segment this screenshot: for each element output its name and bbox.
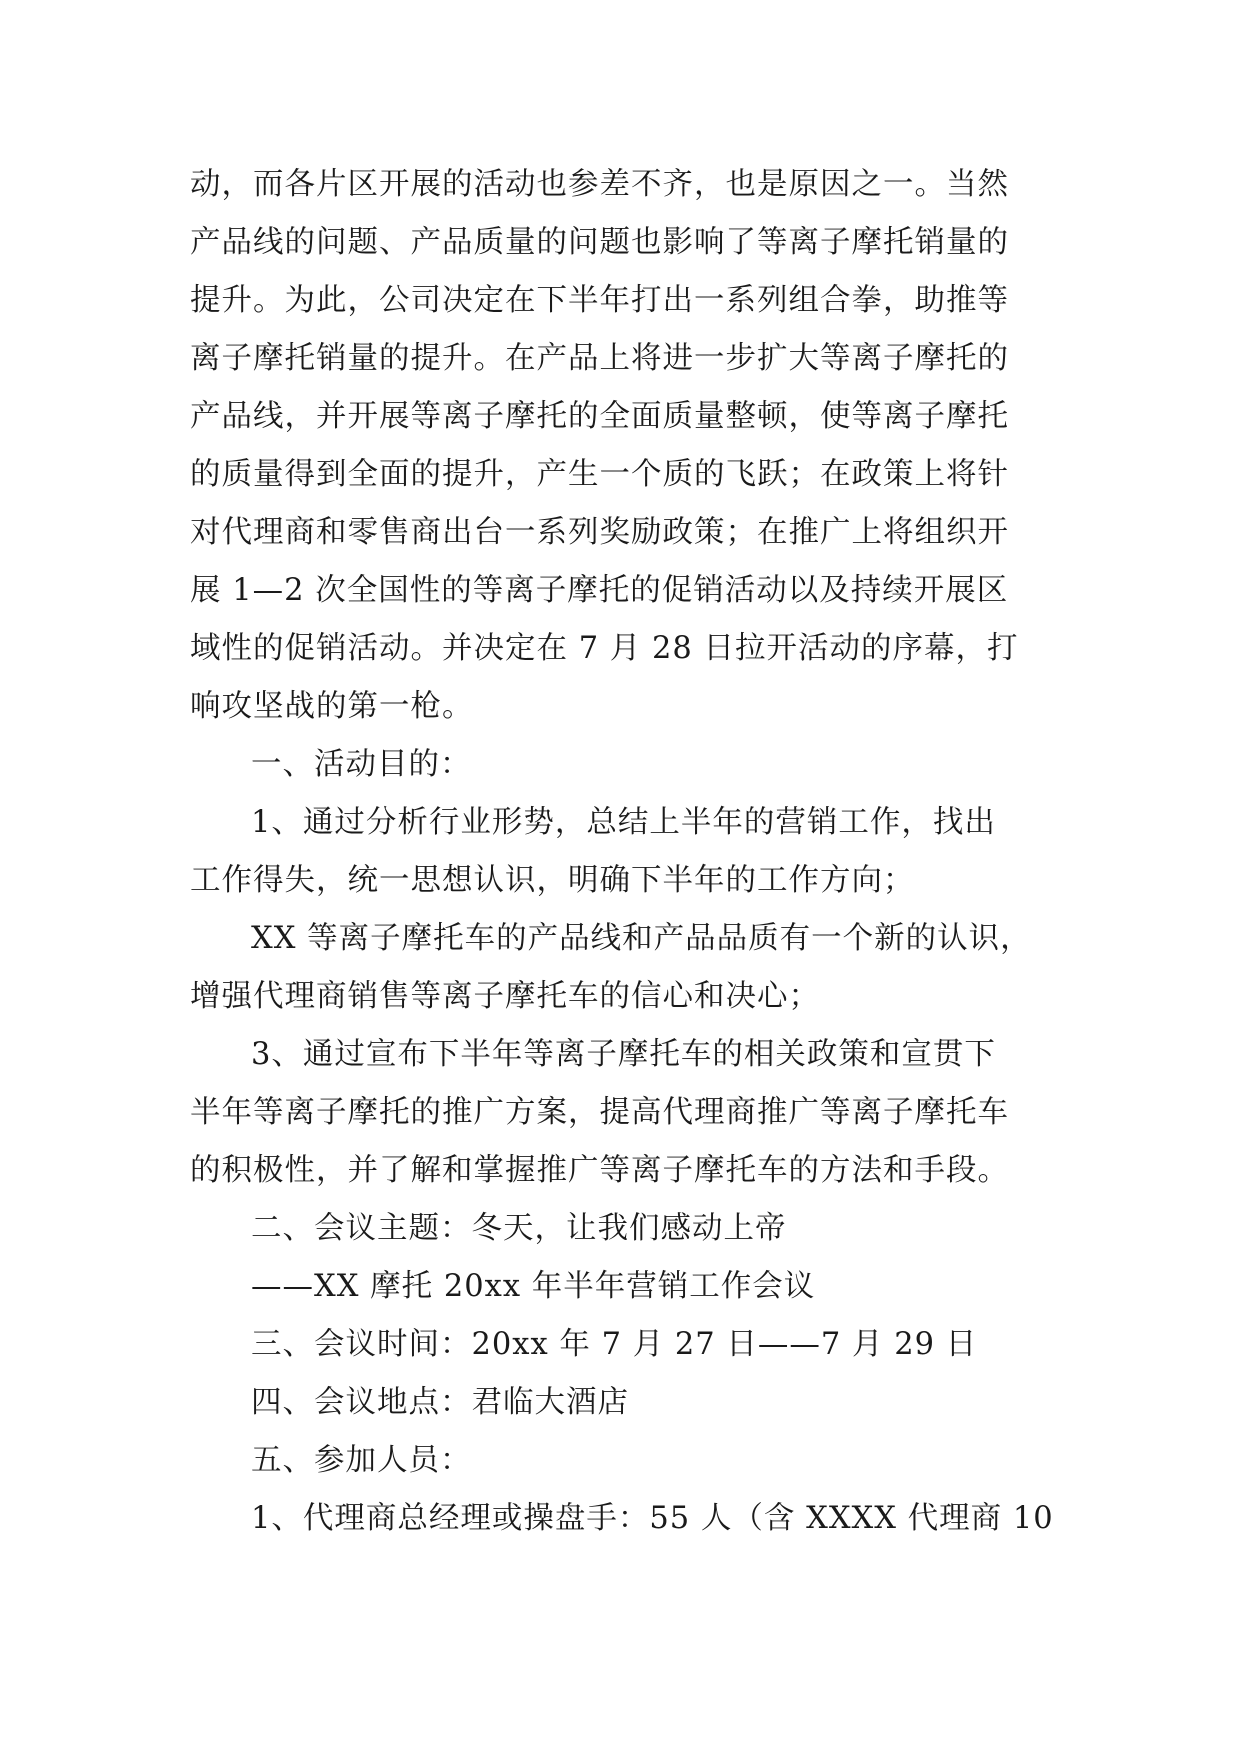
section-heading-purpose: 一、活动目的： (251, 747, 472, 782)
section-heading-participants: 五、参加人员： (251, 1443, 472, 1478)
body-text-line: 展 1—2 次全国性的等离子摩托的促销活动以及持续开展区 (190, 573, 1009, 608)
body-text-line: 的积极性，并了解和掌握推广等离子摩托车的方法和手段。 (190, 1153, 1009, 1188)
section-heading-theme: 二、会议主题：冬天，让我们感动上帝 (251, 1211, 787, 1246)
body-text-line: 离子摩托销量的提升。在产品上将进一步扩大等离子摩托的 (190, 341, 1009, 376)
list-item-3: 3、通过宣布下半年等离子摩托车的相关政策和宣贯下 (251, 1037, 996, 1072)
section-heading-time: 三、会议时间：20xx 年 7 月 27 日——7 月 29 日 (251, 1327, 978, 1362)
body-text-line: 的质量得到全面的提升，产生一个质的飞跃；在政策上将针 (190, 457, 1009, 492)
list-item-2: XX 等离子摩托车的产品线和产品品质有一个新的认识， (251, 921, 1032, 956)
list-item-1: 1、通过分析行业形势，总结上半年的营销工作，找出 (251, 805, 996, 840)
body-text-line: 对代理商和零售商出台一系列奖励政策；在推广上将组织开 (190, 515, 1009, 550)
body-text-line: 半年等离子摩托的推广方案，提高代理商推广等离子摩托车 (190, 1095, 1009, 1130)
body-text-line: 响攻坚战的第一枪。 (190, 689, 474, 724)
document-body (190, 156, 1060, 1548)
body-text-line: 域性的促销活动。并决定在 7 月 28 日拉开活动的序幕，打 (190, 631, 1019, 666)
body-text-line: 工作得失，统一思想认识，明确下半年的工作方向； (190, 863, 915, 898)
body-text-line: 提升。为此，公司决定在下半年打出一系列组合拳，助推等 (190, 283, 1009, 318)
body-text-line: 动，而各片区开展的活动也参差不齐，也是原因之一。当然 (190, 167, 1009, 202)
body-text-line: 增强代理商销售等离子摩托车的信心和决心； (190, 979, 820, 1014)
section-heading-location: 四、会议地点：君临大酒店 (251, 1385, 629, 1420)
meeting-subtitle: ——XX 摩托 20xx 年半年营销工作会议 (251, 1269, 816, 1304)
list-item-participants-1: 1、代理商总经理或操盘手：55 人（含 XXXX 代理商 10 (251, 1501, 1054, 1536)
body-text-line: 产品线的问题、产品质量的问题也影响了等离子摩托销量的 (190, 225, 1009, 260)
body-text-line: 产品线，并开展等离子摩托的全面质量整顿，使等离子摩托 (190, 399, 1009, 434)
